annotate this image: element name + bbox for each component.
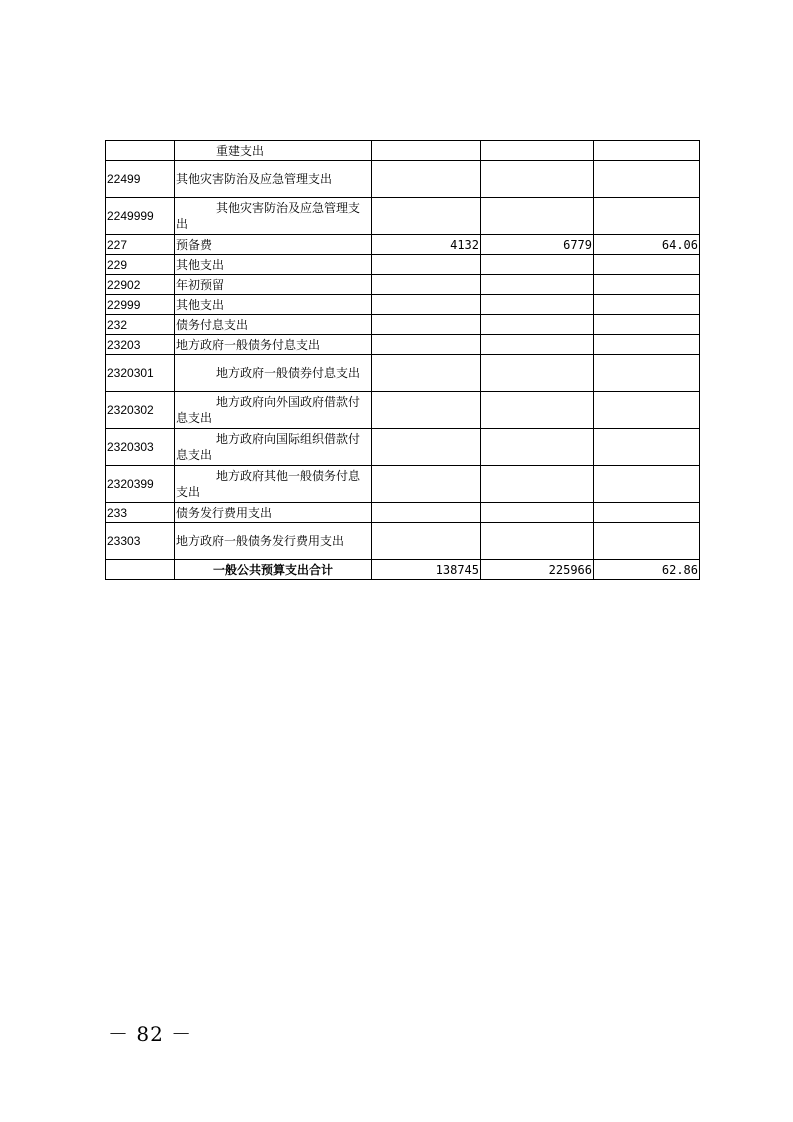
row-name: 地方政府一般债务付息支出 xyxy=(175,335,372,355)
row-value-2 xyxy=(481,503,594,523)
row-name: 地方政府一般债券付息支出 xyxy=(175,355,372,392)
row-value-1 xyxy=(372,198,481,235)
row-value-2 xyxy=(481,335,594,355)
row-value-3 xyxy=(594,355,700,392)
row-value-2 xyxy=(481,255,594,275)
table-row xyxy=(106,295,700,315)
row-value-2: 225966 xyxy=(481,560,594,580)
table-row xyxy=(106,255,700,275)
row-code: 2320399 xyxy=(106,466,175,503)
table-row xyxy=(106,161,700,198)
row-value-2 xyxy=(481,275,594,295)
row-name: 其他灾害防治及应急管理支出 xyxy=(175,161,372,198)
table-row xyxy=(106,429,700,466)
table-body xyxy=(106,141,700,580)
row-value-1 xyxy=(372,295,481,315)
row-value-1 xyxy=(372,429,481,466)
row-value-1 xyxy=(372,275,481,295)
row-name: 债务发行费用支出 xyxy=(175,503,372,523)
row-value-3 xyxy=(594,275,700,295)
row-value-3 xyxy=(594,392,700,429)
table-row xyxy=(106,141,700,161)
row-code: 22499 xyxy=(106,161,175,198)
row-value-2 xyxy=(481,466,594,503)
row-code xyxy=(106,560,175,580)
table-row xyxy=(106,235,700,255)
row-value-1 xyxy=(372,161,481,198)
row-value-2 xyxy=(481,161,594,198)
row-code xyxy=(106,141,175,161)
row-value-3 xyxy=(594,315,700,335)
row-value-1 xyxy=(372,392,481,429)
row-value-2: 6779 xyxy=(481,235,594,255)
row-code: 233 xyxy=(106,503,175,523)
row-code: 22902 xyxy=(106,275,175,295)
row-value-3 xyxy=(594,161,700,198)
row-value-1 xyxy=(372,141,481,161)
table-row xyxy=(106,275,700,295)
row-value-3 xyxy=(594,295,700,315)
row-code: 229 xyxy=(106,255,175,275)
row-name: 预备费 xyxy=(175,235,372,255)
row-value-3 xyxy=(594,141,700,161)
table-row xyxy=(106,392,700,429)
row-value-2 xyxy=(481,198,594,235)
row-code: 22999 xyxy=(106,295,175,315)
table-row xyxy=(106,523,700,560)
row-value-1: 138745 xyxy=(372,560,481,580)
row-code: 2320302 xyxy=(106,392,175,429)
table-row xyxy=(106,315,700,335)
row-value-2 xyxy=(481,355,594,392)
row-value-3 xyxy=(594,198,700,235)
row-value-2 xyxy=(481,295,594,315)
row-value-1 xyxy=(372,255,481,275)
table-row xyxy=(106,503,700,523)
row-value-3: 62.86 xyxy=(594,560,700,580)
row-name: 一般公共预算支出合计 xyxy=(175,560,372,580)
budget-table xyxy=(105,140,700,580)
row-value-1 xyxy=(372,315,481,335)
row-value-3 xyxy=(594,255,700,275)
row-value-1 xyxy=(372,523,481,560)
row-value-1 xyxy=(372,355,481,392)
row-code: 2320301 xyxy=(106,355,175,392)
row-name: 其他灾害防治及应急管理支出 xyxy=(175,198,372,235)
row-name: 地方政府向外国政府借款付息支出 xyxy=(175,392,372,429)
row-value-1 xyxy=(372,466,481,503)
row-code: 23303 xyxy=(106,523,175,560)
row-code: 232 xyxy=(106,315,175,335)
row-name: 地方政府向国际组织借款付息支出 xyxy=(175,429,372,466)
row-name: 年初预留 xyxy=(175,275,372,295)
row-value-1 xyxy=(372,503,481,523)
row-name: 其他支出 xyxy=(175,255,372,275)
row-name: 重建支出 xyxy=(175,141,372,161)
row-value-2 xyxy=(481,429,594,466)
row-value-3 xyxy=(594,523,700,560)
row-value-3: 64.06 xyxy=(594,235,700,255)
row-value-2 xyxy=(481,392,594,429)
row-value-2 xyxy=(481,523,594,560)
row-value-2 xyxy=(481,315,594,335)
row-value-1 xyxy=(372,335,481,355)
row-name: 地方政府一般债务发行费用支出 xyxy=(175,523,372,560)
row-value-2 xyxy=(481,141,594,161)
row-code: 2249999 xyxy=(106,198,175,235)
row-value-3 xyxy=(594,335,700,355)
row-value-3 xyxy=(594,466,700,503)
row-code: 23203 xyxy=(106,335,175,355)
row-value-3 xyxy=(594,503,700,523)
row-value-3 xyxy=(594,429,700,466)
row-name: 地方政府其他一般债务付息支出 xyxy=(175,466,372,503)
table-row xyxy=(106,466,700,503)
page-number: － 82 － xyxy=(108,1022,193,1046)
row-code: 227 xyxy=(106,235,175,255)
row-code: 2320303 xyxy=(106,429,175,466)
total-row xyxy=(106,560,700,580)
row-name: 其他支出 xyxy=(175,295,372,315)
table-row xyxy=(106,355,700,392)
table-row xyxy=(106,335,700,355)
row-value-1: 4132 xyxy=(372,235,481,255)
table-row xyxy=(106,198,700,235)
row-name: 债务付息支出 xyxy=(175,315,372,335)
